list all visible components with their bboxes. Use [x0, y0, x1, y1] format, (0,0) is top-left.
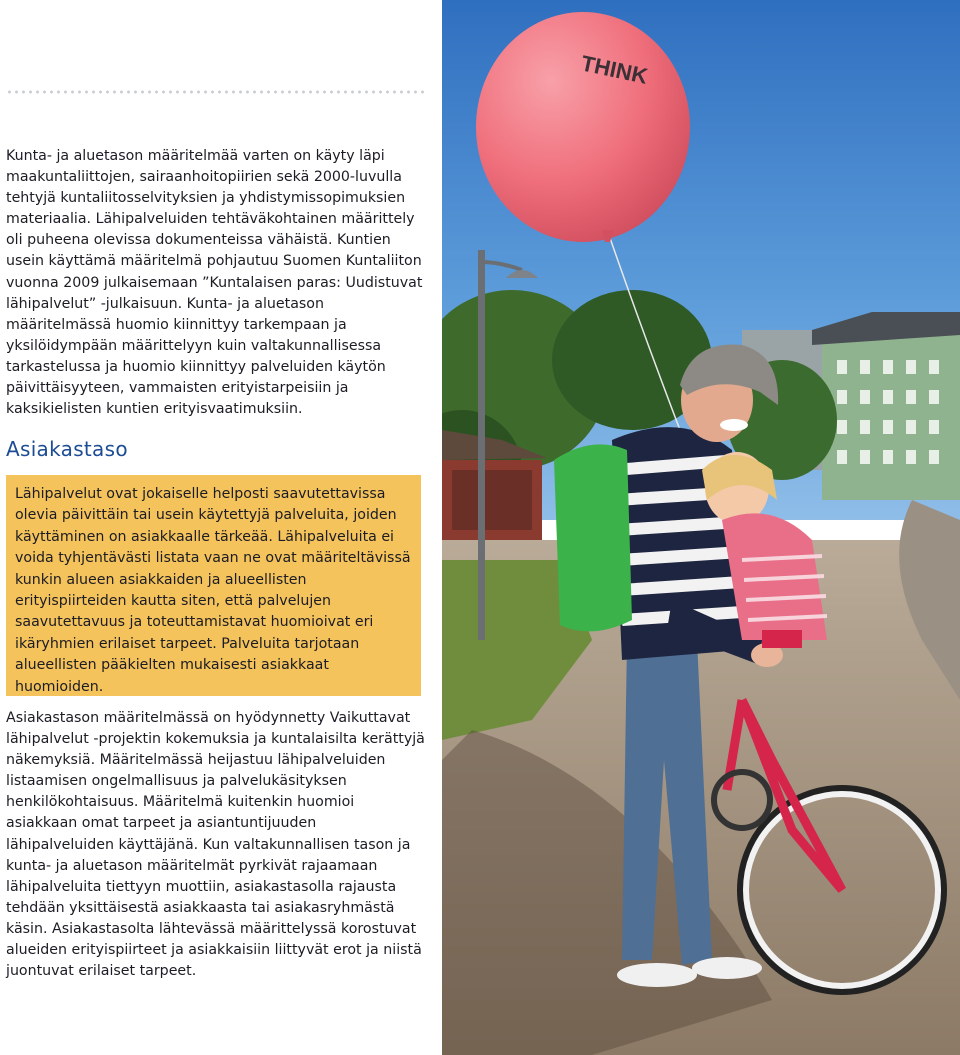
- highlight-box-text: Lähipalvelut ovat jokaiselle helposti saavutettavissa olevia päivittäin tai usein käytettyjä palveluita, joiden käyttäminen on asiakkaalle tärkeää. Lähipalveluita ei voida tyhjentävästi listata vaan ne ovat määriteltävissä kunkin alueen asiakkaiden ja alueellisten erityispiirteiden kautta siten, että palvelujen saavutettavuus ja toteuttamistavat huomioivat eri ikäryhmien erilaiset tarpeet. Palveluita tarjotaan alueellisten pääkielten mukaisesti asiakkaat huomioiden.: [15, 486, 411, 695]
- intro-paragraph: Kunta- ja aluetason määritelmää varten on käyty läpi maakuntaliittojen, sairaanhoitopiirien sekä 2000-luvulla tehtyjä kuntaliitosselvityksien ja yhdistymissopimuksien materiaalia. Lähipalveluiden tehtäväkohtainen määrittely oli puheena olevissa dokumenteissa vähäistä. Kuntien usein käyttämä määritelmä pohjautuu Suomen Kuntaliiton vuonna 2009 julkaisemaan ”Kuntalaisen paras: Uudistuvat lähipalvelut” -julkaisuun. Kunta- ja aluetason määritelmässä huomio kiinnittyy tarkempaan ja yksilöidympään määrittelyyn kuin valtakunnallisessa tarkastelussa ja huomio kiinnittyy palveluiden käytön päivittäisyyteen, vammaisten erityistarpeisiin ja kaksikielisten kuntien erityisvaatimuksiin.: [6, 148, 423, 418]
- dotted-divider: [6, 90, 424, 94]
- balloon: [476, 12, 690, 242]
- closing-paragraph: Asiakastason määritelmässä on hyödynnetty Vaikuttavat lähipalvelut -projektin kokemuksia ja kuntalaisilta kerättyjä näkemyksiä. Määritelmässä heijastuu lähipalveluiden listaamisen ongelmallisuus ja palvelukäsityksen henkilökohtaisuus. Määritelmä kuitenkin huomioi asiakkaan omat tarpeet ja asiantuntijuuden lähipalveluiden käyttäjänä. Kun valtakunnallisen tason ja kunta- ja aluetason määritelmät pyrkivät rajaamaan lähipalveluita tiettyyn muottiin, asiakastasolla rajausta tehdään yksittäisestä asiakkaasta tai asiakasryhmästä käsin. Asiakastasolta lähtevässä määrittelyssä korostuvat alueiden erityispiirteet ja asiakkaisiin liittyvät erot ja niistä juontuvat erilaiset tarpeet.: [6, 710, 425, 980]
- photo-father-child-bicycle-balloon: [442, 0, 960, 1055]
- highlight-box: [6, 475, 421, 696]
- section-heading: Asiakastaso: [6, 437, 128, 461]
- green-backpack: [554, 444, 632, 631]
- balloon-text: THINK: [578, 50, 650, 89]
